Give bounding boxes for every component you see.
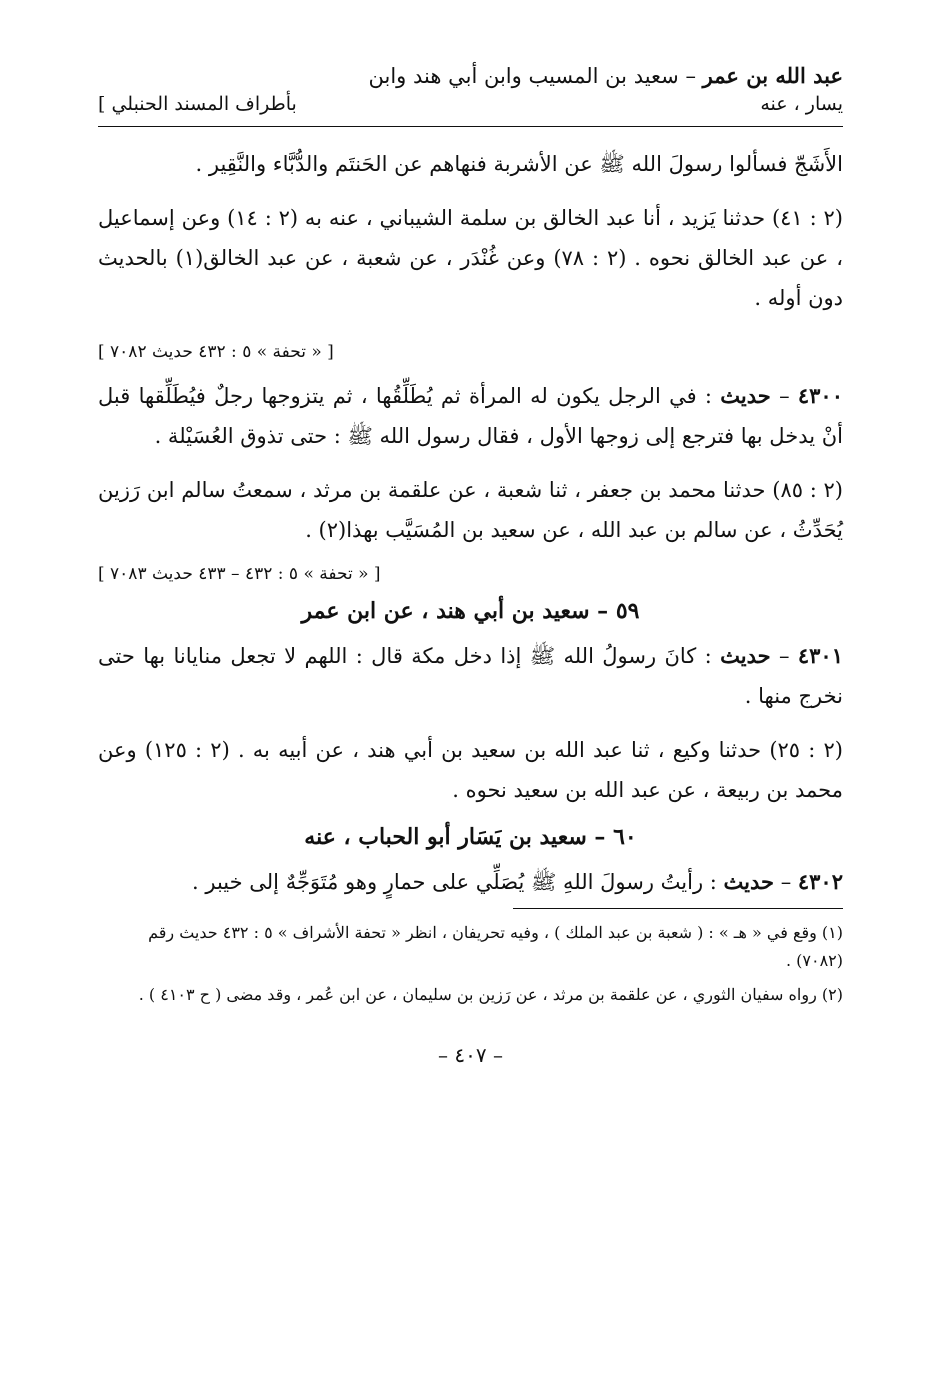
- hadith-text: : في الرجل يكون له المرأة ثم يُطَلِّقُها ، ثم يتزوجها رجلٌ فيُطَلِّقها قبل أنْ يدخل بها فترجع إلى زوجها الأول ، فقال رسول الله ﷺ : حتى تذوق العُسَيْلة .: [98, 384, 843, 448]
- paragraph-continuation: الأَشَجّ فسألوا رسولَ الله ﷺ عن الأشربة فنهاهم عن الحَنتَم والدُّبَّاء والنَّقِير .: [195, 152, 843, 176]
- hadith-number: ٤٣٠١: [797, 643, 843, 668]
- section-heading-60: ٦٠ – سعيد بن يَسَار أبو الحباب ، عنه: [304, 824, 637, 850]
- paragraph-isnad-1: (٢ : ٤١) حدثنا يَزيد ، أنا عبد الخالق بن سلمة الشيباني ، عنه به (٢ : ١٤) وعن إسماعيل ، عن عبد الخالق نحوه . (٢ : ٧٨) وعن غُنْدَر ، عن شعبة ، عن عبد الخالق(١) بالحديث دون أوله .: [98, 206, 843, 310]
- hadith-label: حديث: [723, 869, 775, 894]
- hadith-number: ٤٣٠٢: [797, 869, 843, 894]
- running-header: [98, 62, 843, 132]
- hadith-number: ٤٣٠٠: [797, 383, 843, 408]
- hadith-4300: ٤٣٠٠ – حديث : في الرجل يكون له المرأة ثم يُطَلِّقُها ، ثم يتزوجها رجلٌ فيُطَلِّقها قبل أنْ يدخل بها فترجع إلى زوجها الأول ، فقال رسول الله ﷺ : حتى تذوق العُسَيْلة .: [98, 383, 843, 448]
- header-chapter: [369, 62, 843, 118]
- hadith-label: حديث: [720, 643, 771, 668]
- hadith-text: : كانَ رسولُ الله ﷺ إذا دخل مكة قال : اللهم لا تجعل منايانا بها حتى نخرج منها .: [98, 644, 843, 708]
- reference-tuhfa-7083: [ « تحفة » ٥ : ٤٣٢ – ٤٣٣ حديث ٧٠٨٣ ]: [98, 564, 381, 584]
- paragraph-isnad-2: (٢ : ٨٥) حدثنا محمد بن جعفر ، ثنا شعبة ، عن علقمة بن مرثد ، سمعتُ سالم ابن رَزين يُحَدِّثُ ، عن سالم بن عبد الله ، عن سعيد بن المُسَيَّب بهذا(٢) .: [98, 478, 843, 542]
- header-title-bold: عبد الله بن عمر: [702, 63, 843, 88]
- header-book: [98, 62, 297, 118]
- paragraph-isnad-3: (٢ : ٢٥) حدثنا وكيع ، ثنا عبد الله بن سعيد بن أبي هند ، عن أبيه به . (٢ : ١٢٥) وعن محمد بن ربيعة ، عن عبد الله بن سعيد نحوه .: [98, 738, 843, 802]
- header-book-title: بأطراف المسند الحنبلي ]: [98, 93, 297, 115]
- reference-tuhfa-7082: [ « تحفة » ٥ : ٤٣٢ حديث ٧٠٨٢ ]: [98, 342, 334, 362]
- header-rule: [98, 126, 843, 127]
- page-number: – ٤٠٧ –: [438, 1043, 503, 1067]
- section-heading-59: ٥٩ – سعيد بن أبي هند ، عن ابن عمر: [301, 598, 640, 624]
- page: [98, 62, 843, 1067]
- hadith-text: : رأيتُ رسولَ اللهِ ﷺ يُصَلِّي على حمارٍ وهو مُتَوَجِّهٌ إلى خيبر .: [192, 870, 724, 894]
- header-title-line2: يسار ، عنه: [760, 93, 843, 115]
- hadith-4302: ٤٣٠٢ – حديث : رأيتُ رسولَ اللهِ ﷺ يُصَلِّي على حمارٍ وهو مُتَوَجِّهٌ إلى خيبر .: [192, 869, 843, 894]
- footnote-rule: [513, 908, 843, 909]
- hadith-label: حديث: [720, 383, 771, 408]
- footnote-1: (١) وقع في « هـ » : ( شعبة بن عبد الملك ) ، وفيه تحريفان ، انظر « تحفة الأشراف » ٥ : ٤٣٢ حديث رقم (٧٠٨٢) .: [148, 923, 843, 970]
- header-title-rest: – سعيد بن المسيب وابن أبي هند وابن: [368, 64, 703, 88]
- footnote-2: (٢) رواه سفيان الثوري ، عن علقمة بن مرثد ، عن رَزين بن سليمان ، عن ابن عُمر ، وقد مضى ( ح ٤١٠٣ ) .: [138, 985, 843, 1004]
- hadith-4301: ٤٣٠١ – حديث : كانَ رسولُ الله ﷺ إذا دخل مكة قال : اللهم لا تجعل منايانا بها حتى نخرج منها .: [98, 643, 843, 708]
